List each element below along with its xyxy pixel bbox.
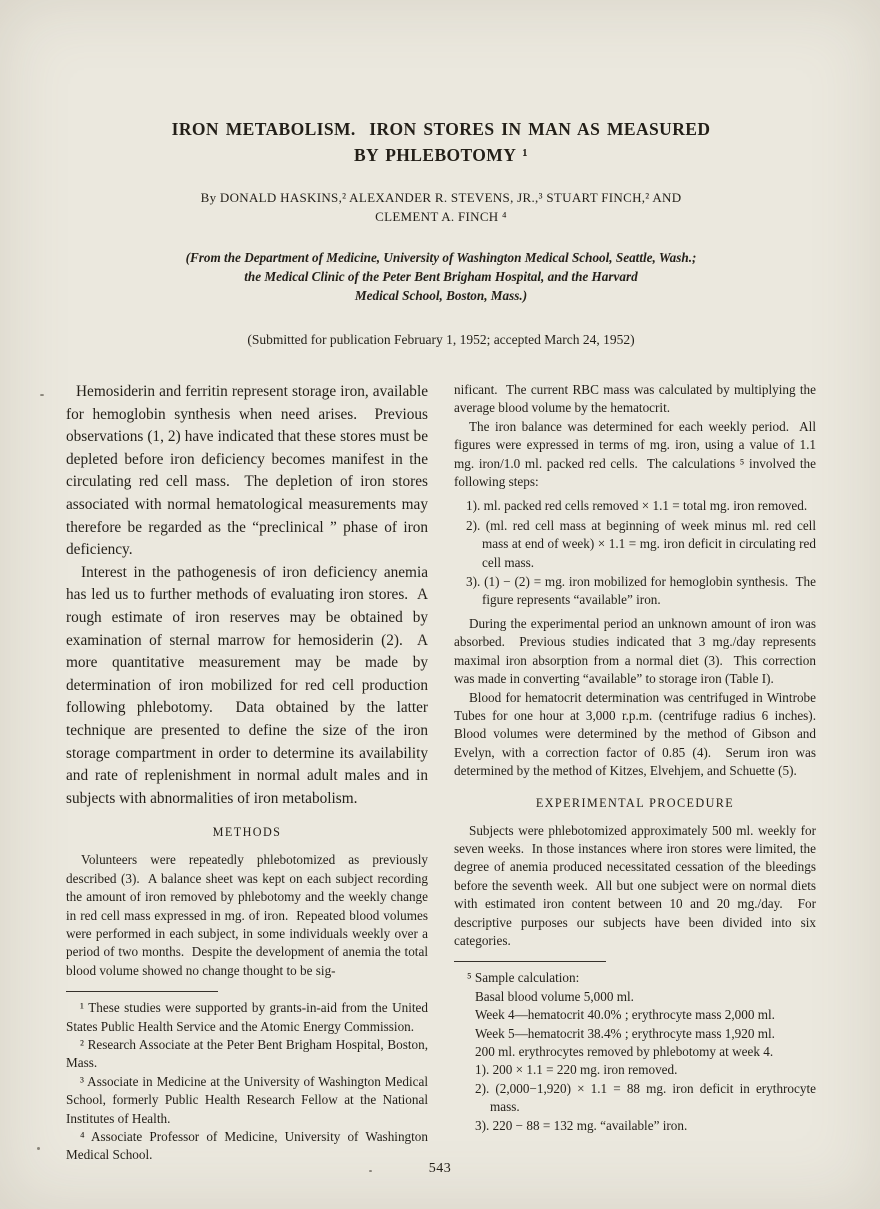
footnote-1: ¹ These studies were supported by grants-in-aid from the United States Public Health Service and the Atomic Energy Commission. xyxy=(66,1000,432,1034)
footnote-5-block xyxy=(454,969,820,1135)
experimental-procedure-heading: EXPERIMENTAL PROCEDURE xyxy=(535,795,735,810)
calculation-step-3: 3). (1) − (2) = mg. iron mobilized for hemoglobin synthesis. The figure represents “available” iron. xyxy=(466,574,820,608)
article-header xyxy=(66,116,816,348)
footnote-5-line: Basal blood volume 5,000 ml. xyxy=(475,988,634,1004)
two-column-body xyxy=(66,381,823,1165)
subjects-paragraph: Subjects were phlebotomized approximately 500 ml. weekly for seven weeks. In those instances where iron stores were limited, the degree of anemia produced necessitated cessation of the bleedings before the seventh week. All but one subject were on normal diets with estimated iron content between 10 and 20 mg./day. For descriptive purposes our subjects have been divided into six categories. xyxy=(454,822,820,948)
article-title xyxy=(66,116,816,168)
submission-note: (Submitted for publication February 1, 1952; accepted March 24, 1952) xyxy=(247,332,635,347)
methods-paragraph: Volunteers were repeatedly phlebotomized as previously described (3). A balance sheet was kept on each subject recording the amount of iron removed by phlebotomy and the weekly change in red cell mass expressed in mg. of iron. Repeated blood volumes were performed in each subject, in some individuals weekly over a period of two months. Despite the development of anemia the total blood volume showed no change thought to be sig- xyxy=(66,852,432,978)
footnote-5-line: Week 4—hematocrit 40.0% ; erythrocyte mass 2,000 ml. xyxy=(475,1007,775,1023)
footnote-5-title: ⁵ Sample calculation: xyxy=(467,970,580,986)
iron-balance-paragraph: The iron balance was determined for each weekly period. All figures were expressed in terms of mg. iron, using a value of 1.1 mg. iron/1.0 ml. packed red cells. The calculations ⁵ involved the following steps: xyxy=(454,418,820,490)
footnote-separator-rule xyxy=(66,991,218,992)
footnote-5-line: Week 5—hematocrit 38.4% ; erythrocyte mass 1,920 ml. xyxy=(475,1025,775,1041)
footnote-separator-rule xyxy=(454,961,606,962)
footnote-5-line: 3). 220 − 88 = 132 mg. “available” iron. xyxy=(475,1117,688,1133)
calculation-step-1: 1). ml. packed red cells removed × 1.1 = total mg. iron removed. xyxy=(466,498,808,514)
intro-paragraph-2: Interest in the pathogenesis of iron deficiency anemia has led us to further methods of evaluating iron stores. A rough estimate of iron reserves may be obtained by examination of sternal marrow for hemosiderin (2). A more quantitative measurement may be made by determination of iron mobilized for red cell production following phlebotomy. Data obtained by the latter technique are presented to define the size of the iron storage compartment in order to determine its availability and rate of replenishment in normal adult males and in subjects with abnormalities of iron metabolism. xyxy=(66,563,432,807)
left-column xyxy=(66,381,432,1165)
scan-speck xyxy=(40,394,44,396)
footnote-5-line: 2). (2,000−1,920) × 1.1 = 88 mg. iron deficit in erythrocyte mass. xyxy=(475,1080,820,1115)
footnote-5-line: 1). 200 × 1.1 = 220 mg. iron removed. xyxy=(475,1062,678,1078)
title-line-1: IRON METABOLISM. IRON STORES IN MAN AS MEASURED xyxy=(171,119,711,139)
methods-heading: METHODS xyxy=(212,825,282,840)
footnote-4: ⁴ Associate Professor of Medicine, University of Washington Medical School. xyxy=(66,1128,432,1163)
scan-speck xyxy=(369,1170,372,1172)
affiliation-line-3: Medical School, Boston, Mass.) xyxy=(354,288,528,303)
calculation-steps xyxy=(454,497,820,609)
affiliation-note xyxy=(66,248,816,305)
scan-speck xyxy=(37,1147,40,1150)
footnote-3: ³ Associate in Medicine at the University of Washington Medical School, formerly Public Health Research Fellow at the National Institutes of Health. xyxy=(66,1073,432,1126)
intro-paragraph-1: Hemosiderin and ferritin represent storage iron, available for hemoglobin synthesis when need arises. Previous observations (1, 2) have indicated that these stores must be depleted before iron deficiency becomes manifest in the circulating red cell mass. The depletion of iron stores associated with normal hematological measurements may therefore be regarded as the “preclinical ” phase of iron deficiency. xyxy=(66,383,432,559)
affiliation-line-1: (From the Department of Medicine, University of Washington Medical School, Seattle, Wash.; xyxy=(185,250,697,265)
hematocrit-paragraph: Blood for hematocrit determination was centrifuged in Wintrobe Tubes for one hour at 3,000 r.p.m. (centrifuge radius 6 inches). Blood volumes were determined by the method of Gibson and Evelyn, with a correction factor of 0.85 (4). Serum iron was determined by the method of Kitzes, Elvehjem, and Schuette (5). xyxy=(454,689,823,779)
byline-line-2: CLEMENT A. FINCH ⁴ xyxy=(375,209,507,224)
author-byline xyxy=(66,188,816,226)
continuation-paragraph: nificant. The current RBC mass was calculated by multiplying the average blood volume by the hematocrit. xyxy=(454,382,820,416)
right-column xyxy=(454,381,823,1165)
page-number: 543 xyxy=(428,1161,452,1176)
title-line-2: BY PHLEBOTOMY ¹ xyxy=(353,145,529,165)
calculation-step-2: 2). (ml. red cell mass at beginning of week minus ml. red cell mass at end of week) × 1.1 = mg. iron deficit in circulating red cell mass. xyxy=(466,517,820,570)
byline-line-1: By DONALD HASKINS,² ALEXANDER R. STEVENS, JR.,³ STUART FINCH,² AND xyxy=(200,190,682,205)
footnote-5-line: 200 ml. erythrocytes removed by phlebotomy at week 4. xyxy=(475,1044,774,1059)
absorption-paragraph: During the experimental period an unknown amount of iron was absorbed. Previous studies indicated that 3 mg./day represents maximal iron absorption from a normal diet (3). This correction was made in converting “available” to storage iron (Table I). xyxy=(454,615,820,687)
affiliation-line-2: the Medical Clinic of the Peter Bent Brigham Hospital, and the Harvard xyxy=(244,269,638,284)
footnote-2: ² Research Associate at the Peter Bent Brigham Hospital, Boston, Mass. xyxy=(66,1036,432,1071)
